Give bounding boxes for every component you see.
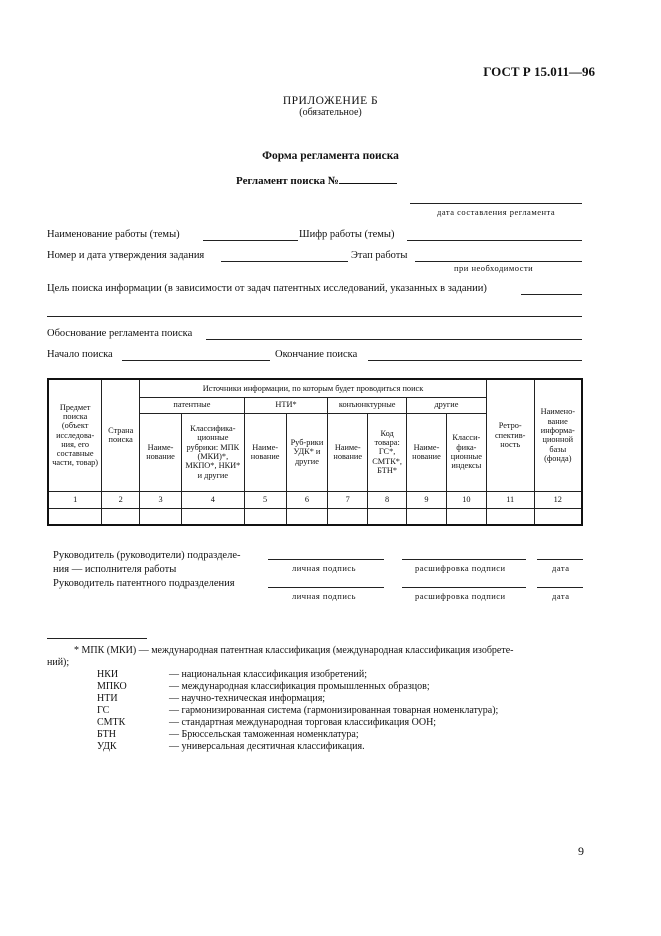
col-number: 1 [48,491,102,508]
stage-label: Этап работы [351,250,408,261]
start-blank [122,360,270,361]
group-nti: НТИ* [244,397,328,413]
search-regulation-table [47,378,583,526]
abbr-def: — научно-техническая информация; [169,693,326,704]
sources-header: Источники информации, по которым будет проводиться поиск [140,379,487,397]
decode-caption-1: расшифровка подписи [415,563,506,573]
col-number: 4 [181,491,244,508]
purpose-blank-1 [521,294,582,295]
footnote-first: * МПК (МКИ) — международная патентная классификация (международная классификация изобрете- [74,645,514,656]
purpose-label: Цель поиска информации (в зависимости от задач патентных исследований, указанных в задании) [47,283,487,294]
col-number: 5 [244,491,286,508]
sub-class-patent: Классифика-ционные рубрики: МПК (МКИ)*, МКПО*, НКИ* и другие [181,413,244,491]
approval-label: Номер и дата утверждения задания [47,250,205,261]
abbr-def: — универсальная десятичная классификация. [169,741,365,752]
date-blank-1 [537,559,583,560]
table-row-empty [48,508,582,525]
col-country: Страна поиска [102,379,140,491]
head-unit-line1: Руководитель (руководители) подразделе- [53,550,241,561]
work-name-blank [203,240,298,241]
abbr-def: — гармонизированная система (гармонизированная товарная номенклатура); [169,705,499,716]
date-caption: дата составления регламента [437,207,556,217]
head-unit-label [53,549,240,576]
page-number: 9 [578,844,584,858]
col-number: 7 [328,491,368,508]
date-caption-2: дата [552,591,570,601]
justification-label: Обоснование регламента поиска [47,328,193,339]
group-other: другие [407,397,487,413]
decode-blank-2 [402,587,526,588]
form-subtitle-text: Регламент поиска № [236,175,339,187]
approval-blank [221,261,348,262]
justification-blank [206,339,582,340]
abbr: ГС [97,705,110,716]
end-blank [368,360,582,361]
date-blank [410,203,582,204]
footnote-first-cont: ний); [47,657,70,668]
col-number: 3 [140,491,182,508]
work-code-blank [407,240,582,241]
col-number: 10 [446,491,486,508]
sub-code-market: Код товара: ГС*, СМТК*, БТН* [368,413,407,491]
abbr: УДК [97,741,117,752]
sub-name-other: Наиме-нование [407,413,447,491]
col-subject: Предмет поиска (объект исследова-ния, его составные части, товар) [48,379,102,491]
col-number: 9 [407,491,447,508]
col-number: 8 [368,491,407,508]
sub-class-other: Класси-фика-ционные индексы [446,413,486,491]
col-retro: Ретро-спектив-ность [486,379,534,491]
abbr: СМТК [97,717,126,728]
purpose-blank-2 [47,316,582,317]
stage-blank [415,261,582,262]
abbr-def: — стандартная международная торговая классификация ООН; [169,717,437,728]
col-number: 6 [286,491,328,508]
date-caption-1: дата [552,563,570,573]
work-code-label: Шифр работы (темы) [299,229,395,240]
if-needed-caption: при необходимости [454,263,534,273]
footnote-divider [47,638,147,639]
head-unit-line2: ния — исполнителя работы [53,563,177,575]
sub-name-nti: Наиме-нование [244,413,286,491]
decode-caption-2: расшифровка подписи [415,591,506,601]
sub-rubrics-nti: Руб-рики УДК* и другие [286,413,328,491]
sign-caption-2: личная подпись [292,591,357,601]
sign-caption-1: личная подпись [292,563,357,573]
work-name-label: Наименование работы (темы) [47,229,180,240]
abbr: НКИ [97,669,119,680]
group-market: конъюнктурные [328,397,407,413]
appendix-title: ПРИЛОЖЕНИЕ Б [282,95,379,107]
abbr-def: — международная классификация промышленных образцов; [169,681,430,692]
sub-name-patent: Наиме-нование [140,413,182,491]
abbr: МПКО [97,681,127,692]
group-patent: патентные [140,397,245,413]
abbr-def: — национальная классификация изобретений; [169,669,368,680]
abbr: БТН [97,729,116,740]
sub-name-market: Наиме-нование [328,413,368,491]
col-number: 12 [534,491,582,508]
standard-code: ГОСТ Р 15.011—96 [483,64,595,79]
end-label: Окончание поиска [275,349,358,360]
form-subtitle [236,173,397,187]
col-number: 2 [102,491,140,508]
abbr-def: — Брюссельская таможенная номенклатура; [169,729,359,740]
sign-blank-1 [268,559,384,560]
abbr: НТИ [97,693,118,704]
form-title: Форма регламента поиска [262,150,399,162]
start-label: Начало поиска [47,349,113,360]
col-number: 11 [486,491,534,508]
sign-blank-2 [268,587,384,588]
number-blank [339,173,397,184]
appendix-status: (обязательное) [299,107,362,118]
head-patent-label: Руководитель патентного подразделения [53,578,235,589]
decode-blank-1 [402,559,526,560]
col-base: Наимено-вание информа-ционной базы (фонда) [534,379,582,491]
date-blank-2 [537,587,583,588]
